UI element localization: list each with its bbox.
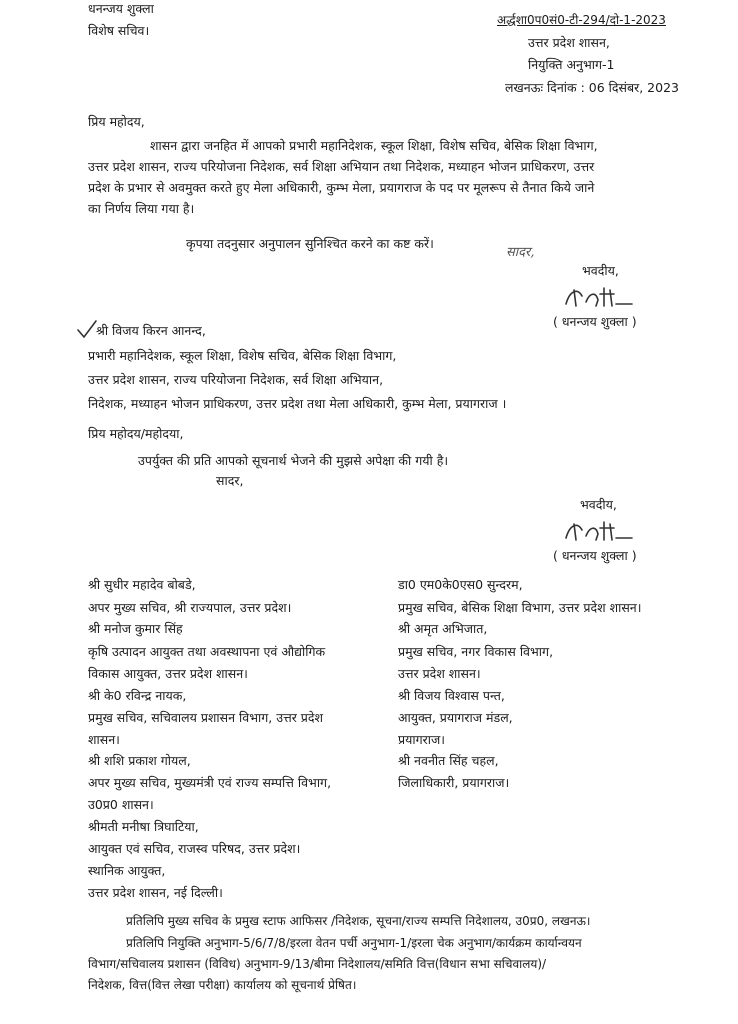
recipient-right-line: श्री नवनीत सिंह चहल, bbox=[398, 753, 499, 768]
recipient-left-line: श्रीमती मनीषा त्रिघाटिया, bbox=[88, 819, 199, 834]
letter-date: लखनऊः दिनांक : 06 दिसंबर, 2023 bbox=[505, 80, 679, 95]
recipient-right-line: आयुक्त, प्रयागराज मंडल, bbox=[398, 710, 513, 725]
copy-1: प्रतिलिपि मुख्य सचिव के प्रमुख स्टाफ आफिसर /निदेशक, सूचना/राज्य सम्पत्ति निदेशालय, उ0प्र0, लखनऊ। bbox=[126, 914, 591, 928]
body-line: प्रदेश के प्रभार से अवमुक्त करते हुए मेला अधिकारी, कुम्भ मेला, प्रयागराज के पद पर मूलरूप से तैनात किये जाने bbox=[88, 180, 595, 195]
checkmark-icon bbox=[76, 319, 98, 339]
recipient-right-line: प्रमुख सचिव, बेसिक शिक्षा विभाग, उत्तर प्रदेश शासन। bbox=[398, 600, 642, 615]
recipient-right-line: जिलाधिकारी, प्रयागराज। bbox=[398, 775, 510, 790]
signature-icon bbox=[560, 282, 636, 312]
recipient-left-line: अपर मुख्य सचिव, मुख्यमंत्री एवं राज्य सम्पत्ति विभाग, bbox=[88, 775, 332, 790]
second-sadar: सादर, bbox=[216, 473, 244, 488]
handwritten-sadar: सादर, bbox=[506, 245, 535, 260]
recipient-right-line: उत्तर प्रदेश शासन। bbox=[398, 666, 481, 681]
sender-designation: विशेष सचिव। bbox=[88, 23, 150, 38]
recipient-left-line: श्री के0 रविन्द्र नायक, bbox=[88, 688, 187, 703]
request-line: कृपया तदनुसार अनुपालन सुनिश्चित करने का कष्ट करें। bbox=[186, 236, 434, 251]
body-line: शासन द्वारा जनहित में आपको प्रभारी महानिदेशक, स्कूल शिक्षा, विशेष सचिव, बेसिक शिक्षा विभाग, bbox=[150, 138, 598, 153]
recipient-left-line: आयुक्त एवं सचिव, राजस्व परिषद, उत्तर प्रदेश। bbox=[88, 841, 301, 856]
addressee-line: श्री विजय किरन आनन्द, bbox=[96, 323, 206, 338]
recipient-left-line: स्थानिक आयुक्त, bbox=[88, 863, 166, 878]
recipient-left-line: विकास आयुक्त, उत्तर प्रदेश शासन। bbox=[88, 666, 248, 681]
signature-icon bbox=[560, 516, 636, 546]
reference-number: अर्द्धशा0प0सं0-टी-294/दो-1-2023 bbox=[497, 13, 666, 27]
valediction-2: भवदीय, bbox=[580, 497, 617, 512]
recipient-right-line: डा0 एम0के0एस0 सुन्दरम, bbox=[398, 577, 523, 592]
second-body: उपर्युक्त की प्रति आपको सूचनार्थ भेजने की मुझसे अपेक्षा की गयी है। bbox=[138, 453, 449, 468]
second-salutation: प्रिय महोदय/महोदया, bbox=[88, 426, 184, 441]
copy-2-line: प्रतिलिपि नियुक्ति अनुभाग-5/6/7/8/इरला वेतन पर्ची अनुभाग-1/इरला चेक अनुभाग/कार्यक्रम कार्यान्वयन bbox=[126, 936, 582, 950]
recipient-left-line: उ0प्र0 शासन। bbox=[88, 797, 154, 812]
copy-2-line: विभाग/सचिवालय प्रशासन (विविध) अनुभाग-9/13/बीमा निदेशालय/समिति वित्त(विधान सभा सचिवालय)/ bbox=[88, 957, 547, 971]
recipient-right-line: श्री विजय विश्वास पन्त, bbox=[398, 688, 505, 703]
recipient-left-line: शासन। bbox=[88, 732, 120, 747]
office-line-2: नियुक्ति अनुभाग-1 bbox=[528, 57, 615, 72]
recipient-right-line: प्रयागराज। bbox=[398, 732, 446, 747]
body-line: का निर्णय लिया गया है। bbox=[88, 201, 195, 216]
recipient-left-line: कृषि उत्पादन आयुक्त तथा अवस्थापना एवं औद्योगिक bbox=[88, 644, 326, 659]
recipient-left-line: श्री सुधीर महादेव बोबडे, bbox=[88, 577, 196, 592]
addressee-line: प्रभारी महानिदेशक, स्कूल शिक्षा, विशेष सचिव, बेसिक शिक्षा विभाग, bbox=[88, 348, 397, 363]
salutation: प्रिय महोदय, bbox=[88, 114, 145, 129]
recipient-right-line: श्री अमृत अभिजात, bbox=[398, 621, 488, 636]
recipient-left-line: प्रमुख सचिव, सचिवालय प्रशासन विभाग, उत्तर प्रदेश bbox=[88, 710, 324, 725]
signature-name-1: ( धनन्जय शुक्ला ) bbox=[553, 314, 637, 329]
sender-name: धनन्जय शुक्ला bbox=[88, 1, 154, 16]
addressee-line: उत्तर प्रदेश शासन, राज्य परियोजना निदेशक, सर्व शिक्षा अभियान, bbox=[88, 372, 384, 387]
recipient-left-line: उत्तर प्रदेश शासन, नई दिल्ली। bbox=[88, 885, 223, 900]
office-line-1: उत्तर प्रदेश शासन, bbox=[528, 35, 610, 50]
recipient-left-line: श्री मनोज कुमार सिंह bbox=[88, 621, 183, 636]
recipient-left-line: श्री शशि प्रकाश गोयल, bbox=[88, 753, 191, 768]
recipient-right-line: प्रमुख सचिव, नगर विकास विभाग, bbox=[398, 644, 554, 659]
recipient-left-line: अपर मुख्य सचिव, श्री राज्यपाल, उत्तर प्रदेश। bbox=[88, 600, 292, 615]
valediction-1: भवदीय, bbox=[582, 263, 619, 278]
copy-2-line: निदेशक, वित्त(वित्त लेखा परीक्षा) कार्यालय को सूचनार्थ प्रेषित। bbox=[88, 978, 357, 992]
body-line: उत्तर प्रदेश शासन, राज्य परियोजना निदेशक, सर्व शिक्षा अभियान तथा निदेशक, मध्याहन भोजन प्राधिकरण, उत्तर bbox=[88, 159, 595, 174]
signature-name-2: ( धनन्जय शुक्ला ) bbox=[553, 548, 637, 563]
addressee-line: निदेशक, मध्याहन भोजन प्राधिकरण, उत्तर प्रदेश तथा मेला अधिकारी, कुम्भ मेला, प्रयागराज । bbox=[88, 396, 507, 411]
